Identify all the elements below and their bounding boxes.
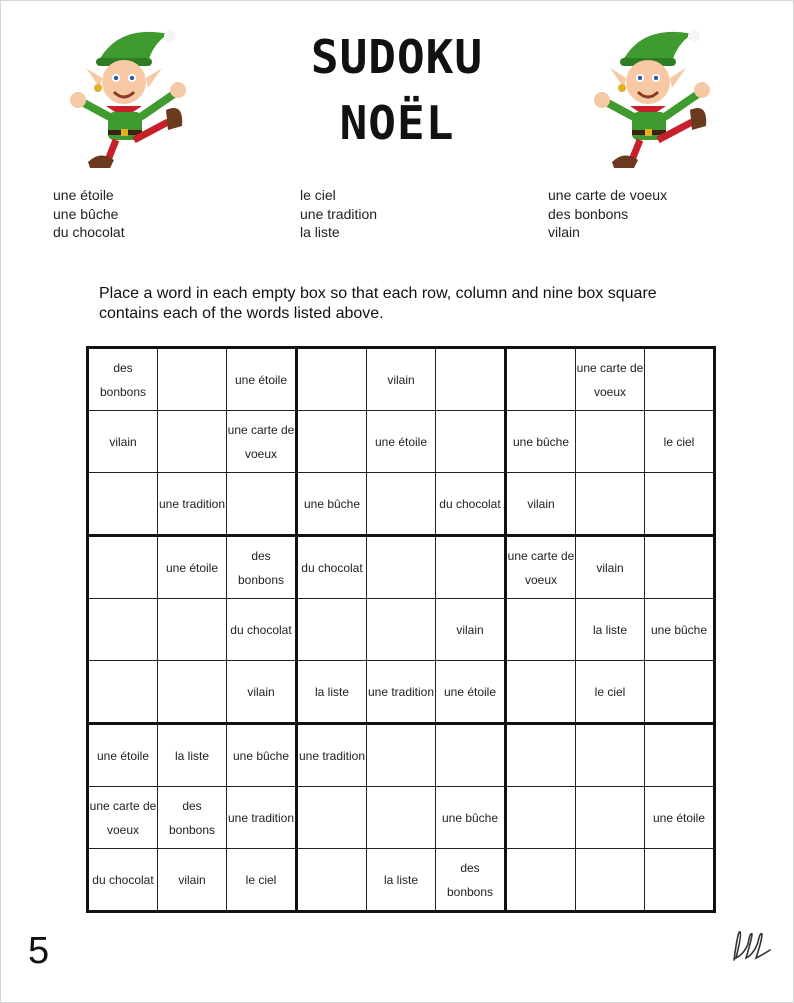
grid-cell[interactable]: la liste bbox=[158, 724, 227, 787]
grid-cell[interactable]: des bonbons bbox=[88, 348, 158, 411]
grid-cell[interactable] bbox=[576, 473, 645, 536]
title-line-2: NOËL bbox=[339, 96, 455, 150]
word-list-item: la liste bbox=[300, 224, 340, 240]
grid-cell[interactable]: le ciel bbox=[576, 661, 645, 724]
grid-cell[interactable]: une bûche bbox=[227, 724, 297, 787]
grid-row bbox=[88, 661, 715, 724]
word-list-column-2 bbox=[300, 186, 377, 242]
grid-row bbox=[88, 536, 715, 599]
grid-cell[interactable]: du chocolat bbox=[297, 536, 367, 599]
grid-cell[interactable] bbox=[506, 849, 576, 912]
grid-cell[interactable]: une étoile bbox=[158, 536, 227, 599]
grid-cell[interactable] bbox=[576, 411, 645, 473]
grid-cell[interactable] bbox=[88, 599, 158, 661]
grid-cell[interactable] bbox=[576, 724, 645, 787]
grid-cell[interactable] bbox=[645, 849, 715, 912]
page-number: 5 bbox=[28, 930, 50, 972]
grid-cell[interactable] bbox=[436, 536, 506, 599]
grid-cell[interactable]: une étoile bbox=[227, 348, 297, 411]
grid-cell[interactable]: une tradition bbox=[158, 473, 227, 536]
word-list-item: une étoile bbox=[53, 187, 114, 203]
grid-cell[interactable] bbox=[158, 411, 227, 473]
grid-cell[interactable]: une carte de voeux bbox=[88, 787, 158, 849]
grid-cell[interactable]: vilain bbox=[436, 599, 506, 661]
grid-cell[interactable]: la liste bbox=[576, 599, 645, 661]
grid-row bbox=[88, 473, 715, 536]
sudoku-grid bbox=[86, 346, 716, 913]
grid-cell[interactable] bbox=[436, 724, 506, 787]
signature-logo bbox=[728, 924, 774, 966]
grid-cell[interactable]: une bûche bbox=[297, 473, 367, 536]
grid-cell[interactable] bbox=[297, 849, 367, 912]
grid-cell[interactable]: une bûche bbox=[645, 599, 715, 661]
grid-cell[interactable]: une bûche bbox=[436, 787, 506, 849]
grid-cell[interactable] bbox=[297, 599, 367, 661]
grid-cell[interactable]: une tradition bbox=[297, 724, 367, 787]
grid-cell[interactable]: une tradition bbox=[367, 661, 436, 724]
grid-cell[interactable] bbox=[297, 787, 367, 849]
grid-cell[interactable] bbox=[88, 473, 158, 536]
grid-cell[interactable] bbox=[576, 849, 645, 912]
grid-row bbox=[88, 348, 715, 411]
grid-cell[interactable]: vilain bbox=[506, 473, 576, 536]
word-list-item: vilain bbox=[548, 224, 580, 240]
grid-cell[interactable]: des bonbons bbox=[436, 849, 506, 912]
grid-cell[interactable]: le ciel bbox=[645, 411, 715, 473]
grid-cell[interactable]: une bûche bbox=[506, 411, 576, 473]
grid-cell[interactable] bbox=[645, 661, 715, 724]
grid-cell[interactable] bbox=[645, 348, 715, 411]
grid-cell[interactable]: des bonbons bbox=[227, 536, 297, 599]
grid-row bbox=[88, 787, 715, 849]
grid-cell[interactable] bbox=[367, 473, 436, 536]
grid-cell[interactable] bbox=[88, 661, 158, 724]
grid-cell[interactable]: du chocolat bbox=[436, 473, 506, 536]
grid-cell[interactable]: le ciel bbox=[227, 849, 297, 912]
grid-row bbox=[88, 599, 715, 661]
grid-cell[interactable] bbox=[158, 661, 227, 724]
grid-cell[interactable]: la liste bbox=[367, 849, 436, 912]
grid-cell[interactable] bbox=[88, 536, 158, 599]
grid-cell[interactable] bbox=[297, 411, 367, 473]
word-list-item: le ciel bbox=[300, 187, 336, 203]
grid-cell[interactable]: vilain bbox=[158, 849, 227, 912]
word-list-column-1 bbox=[53, 186, 125, 242]
grid-cell[interactable]: vilain bbox=[367, 348, 436, 411]
word-list-item: une carte de voeux bbox=[548, 187, 668, 203]
grid-cell[interactable] bbox=[367, 787, 436, 849]
grid-row bbox=[88, 849, 715, 912]
grid-row bbox=[88, 724, 715, 787]
grid-cell[interactable] bbox=[158, 348, 227, 411]
grid-cell[interactable] bbox=[506, 661, 576, 724]
title-line-1: SUDOKU bbox=[310, 30, 484, 84]
grid-cell[interactable]: une tradition bbox=[227, 787, 297, 849]
grid-cell[interactable] bbox=[645, 473, 715, 536]
grid-cell[interactable]: une étoile bbox=[436, 661, 506, 724]
grid-cell[interactable] bbox=[227, 473, 297, 536]
grid-cell[interactable] bbox=[506, 348, 576, 411]
grid-cell[interactable]: du chocolat bbox=[88, 849, 158, 912]
grid-cell[interactable] bbox=[506, 787, 576, 849]
grid-cell[interactable] bbox=[367, 724, 436, 787]
grid-cell[interactable]: du chocolat bbox=[227, 599, 297, 661]
grid-cell[interactable] bbox=[436, 348, 506, 411]
word-list-item: une tradition bbox=[300, 205, 378, 222]
grid-cell[interactable]: une carte de voeux bbox=[576, 348, 645, 411]
grid-cell[interactable]: une étoile bbox=[88, 724, 158, 787]
grid-cell[interactable]: une étoile bbox=[645, 787, 715, 849]
grid-cell[interactable]: vilain bbox=[88, 411, 158, 473]
grid-cell[interactable]: une carte de voeux bbox=[227, 411, 297, 473]
grid-cell[interactable]: la liste bbox=[297, 661, 367, 724]
grid-cell[interactable]: vilain bbox=[576, 536, 645, 599]
grid-cell[interactable] bbox=[158, 599, 227, 661]
grid-cell[interactable]: une étoile bbox=[367, 411, 436, 473]
word-list-item: du chocolat bbox=[53, 224, 125, 240]
grid-cell[interactable]: une carte de voeux bbox=[506, 536, 576, 599]
grid-cell[interactable] bbox=[506, 599, 576, 661]
grid-cell[interactable] bbox=[297, 348, 367, 411]
grid-cell[interactable] bbox=[645, 724, 715, 787]
word-list-item: une bûche bbox=[53, 205, 119, 222]
grid-cell[interactable] bbox=[367, 599, 436, 661]
instructions-text: Place a word in each empty box so that each row, column and nine box square contains each of the words listed above. bbox=[99, 285, 657, 322]
grid-cell[interactable] bbox=[506, 724, 576, 787]
grid-cell[interactable]: vilain bbox=[227, 661, 297, 724]
grid-cell[interactable] bbox=[436, 411, 506, 473]
grid-cell[interactable] bbox=[645, 536, 715, 599]
word-list-column-3 bbox=[548, 186, 667, 242]
grid-cell[interactable]: des bonbons bbox=[158, 787, 227, 849]
grid-cell[interactable] bbox=[576, 787, 645, 849]
grid-row bbox=[88, 411, 715, 473]
grid-cell[interactable] bbox=[367, 536, 436, 599]
word-list-item: des bonbons bbox=[548, 205, 629, 222]
